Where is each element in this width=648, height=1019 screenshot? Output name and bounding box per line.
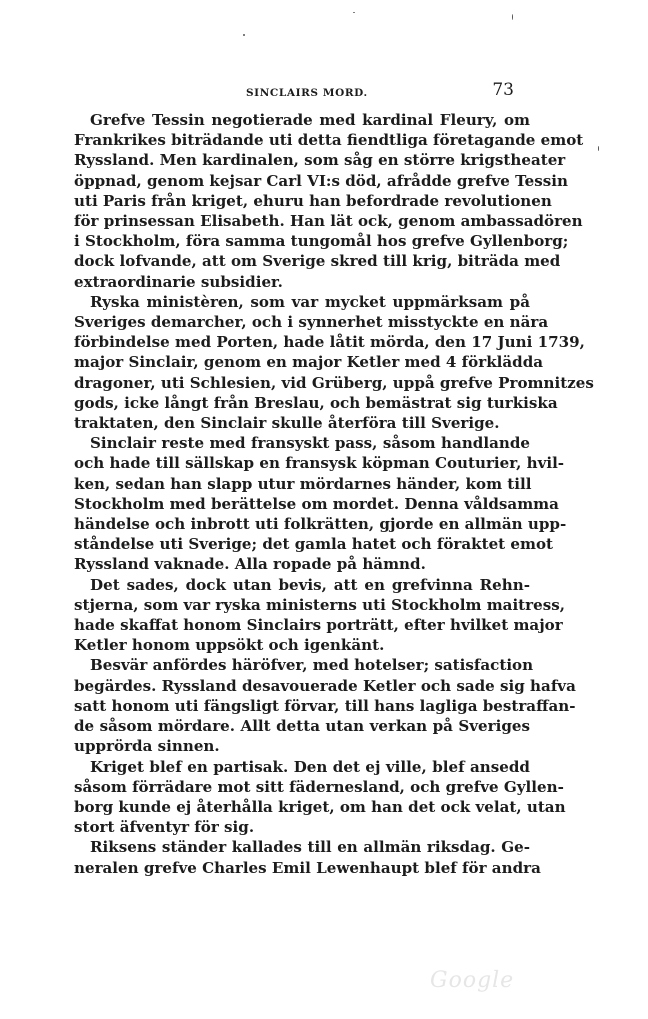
text-line: för prinsessan Elisabeth. Han lät ock, genom ambassadören (74, 212, 583, 231)
scan-speck (353, 12, 355, 13)
page-header (74, 80, 520, 104)
text-line: Frankrikes biträdande uti detta fiendtliga företagande emot (74, 131, 584, 150)
paragraph (74, 433, 567, 574)
paragraph (74, 292, 594, 433)
text-line: Riksens ständer kallades till en allmän riksdag. Ge- (90, 838, 530, 857)
text-line: begärdes. Ryssland desavouerade Ketler och sade sig hafva (74, 676, 576, 695)
text-line: såsom förrädare mot sitt fädernesland, och grefve Gyllen- (74, 777, 564, 796)
scan-speck (598, 146, 599, 151)
text-line: i Stockholm, föra samma tungomål hos grefve Gyllenborg; (74, 232, 569, 251)
running-title: SINCLAIRS MORD. (246, 87, 368, 99)
watermark: Google (430, 968, 515, 993)
text-line: dock lofvande, att om Sverige skred till krig, biträda med (74, 252, 561, 271)
text-line: Ryska ministèren, som var mycket uppmärksam på (90, 292, 530, 311)
text-line: extraordinarie subsidier. (74, 272, 283, 291)
text-line: Ryssland vaknade. Alla ropade på hämnd. (74, 555, 426, 574)
text-line: ståndelse uti Sverige; det gamla hatet och föraktet emot (74, 535, 554, 554)
text-line: major Sinclair, genom en major Ketler med 4 förklädda (74, 353, 544, 372)
paragraph (74, 757, 566, 838)
text-line: de såsom mördare. Allt detta utan verkan på Sveriges (74, 717, 530, 736)
text-line: uti Paris från kriget, ehuru han befordrade revolutionen (74, 191, 552, 210)
text-line: Sveriges demarcher, och i synnerhet misstyckte en nära (74, 313, 549, 332)
text-line: stort äfventyr för sig. (74, 818, 255, 837)
text-line: öppnad, genom kejsar Carl VI:s död, afrådde grefve Tessin (74, 171, 568, 190)
scan-speck (243, 34, 245, 36)
text-line: Ketler honom uppsökt och igenkänt. (74, 636, 385, 655)
text-line: dragoner, uti Schlesien, vid Grüberg, uppå grefve Promnitzes (74, 373, 594, 392)
text-line: Sinclair reste med fransyskt pass, såsom handlande (90, 434, 530, 453)
text-line: Ryssland. Men kardinalen, som såg en större krigstheater (74, 151, 566, 170)
text-line: neralen grefve Charles Emil Lewenhaupt blef för andra (74, 858, 541, 877)
text-line: och hade till sällskap en fransysk köpman Couturier, hvil- (74, 454, 565, 473)
text-line: upprörda sinnen. (74, 737, 220, 756)
text-line: borg kunde ej återhålla kriget, om han det ock velat, utan (74, 797, 566, 816)
text-line: händelse och inbrott uti folkrätten, gjorde en allmän upp- (74, 515, 567, 534)
text-line: satt honom uti fängsligt förvar, till hans lagliga bestraffan- (74, 696, 576, 715)
text-line: Stockholm med berättelse om mordet. Denna våldsamma (74, 494, 559, 513)
page-number: 73 (492, 80, 514, 100)
text-line: Kriget blef en partisak. Den det ej ville, blef ansedd (90, 757, 530, 776)
body-text (74, 110, 594, 878)
paragraph (74, 837, 541, 877)
scan-speck (512, 14, 513, 20)
text-line: gods, icke långt från Breslau, och bemästrat sig turkiska (74, 393, 558, 412)
text-line: förbindelse med Porten, hade låtit mörda, den 17 Juni 1739, (74, 333, 585, 352)
paragraph (74, 575, 565, 656)
text-line: Besvär anfördes häröfver, med hotelser; satisfaction (90, 656, 534, 675)
text-line: traktaten, den Sinclair skulle återföra till Sverige. (74, 414, 500, 433)
text-line: hade skaffat honom Sinclairs porträtt, efter hvilket major (74, 616, 563, 635)
paragraph (74, 110, 584, 292)
text-line: Det sades, dock utan bevis, att en grefvinna Rehn- (90, 575, 530, 594)
text-line: Grefve Tessin negotierade med kardinal Fleury, om (90, 111, 530, 129)
text-line: stjerna, som var ryska ministerns uti Stockholm maitress, (74, 595, 565, 614)
text-line: ken, sedan han slapp utur mördarnes händer, kom till (74, 474, 532, 493)
paragraph (74, 655, 576, 756)
